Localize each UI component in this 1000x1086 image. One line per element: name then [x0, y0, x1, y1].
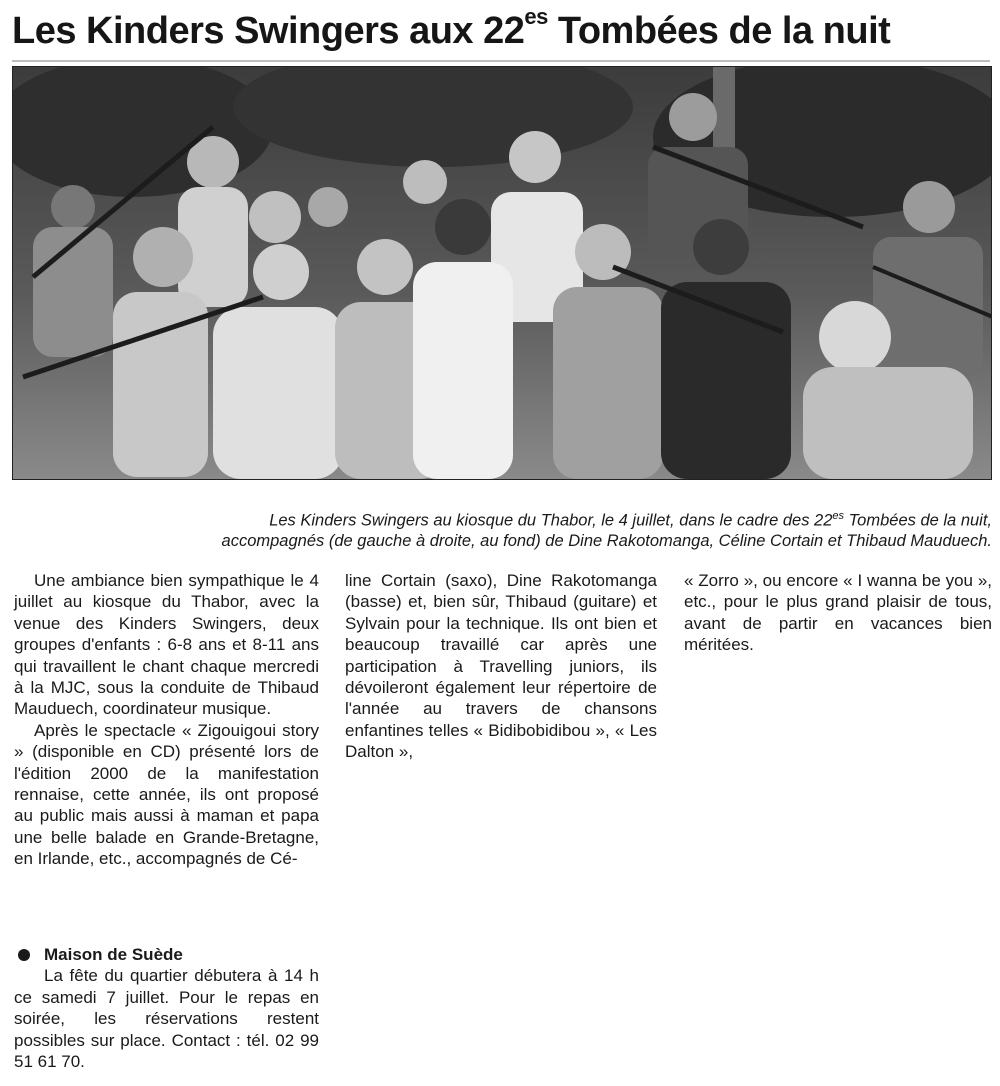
caption-line-2: accompagnés (de gauche à droite, au fond) de Dine Rakotomanga, Céline Cortain et Thibaud Mauduech.	[221, 531, 992, 550]
headline-main: Les Kinders Swingers aux 22	[12, 10, 525, 52]
section-heading	[14, 944, 319, 965]
article-column-3	[684, 570, 992, 656]
body-paragraph: Après le spectacle « Zigouigoui story » (disponible en CD) présenté lors de l'édition 2000 de la manifestation rennaise, cette année, ils ont proposé au public mais aussi à maman et papa une belle balade en Grande-Bretagne, en Irlande, etc., accompagnés de Cé-	[14, 720, 319, 869]
article-column-1	[14, 570, 319, 870]
bullet-icon	[18, 949, 30, 961]
article-headline	[12, 6, 992, 56]
caption-text-1: Les Kinders Swingers au kiosque du Thabor, le 4 juillet, dans le cadre des 22	[269, 511, 833, 530]
photo-choir-children-icon	[13, 67, 991, 479]
body-paragraph: Une ambiance bien sympathique le 4 juillet au kiosque du Thabor, avec la venue des Kinders Swingers, deux groupes d'enfants : 6-8 ans et 8-11 ans qui travaillent le chant chaque mercredi à la MJC, sous la conduite de Thibaud Mauduech, coordinateur musique.	[14, 571, 319, 719]
headline-divider	[12, 60, 990, 62]
caption-superscript: es	[832, 510, 845, 522]
section-text: La fête du quartier débutera à 14 h ce samedi 7 juillet. Pour le repas en soirée, les réservations restent possibles sur place. Contact : tél. 02 99 51 61 70.	[14, 966, 319, 1072]
body-paragraph: line Cortain (saxo), Dine Rakotomanga (basse) et, bien sûr, Thibaud (guitare) et Sylvain pour la technique. Ils ont bien et beaucoup travaillé car après une participation à Travelling juniors, ils dévoileront également leur répertoire de l'année au travers de chansons enfantines telles « Bidibobidibou », « Les Dalton »,	[345, 571, 657, 762]
caption-text-2: Tombées de la nuit,	[844, 511, 992, 530]
headline-superscript: es	[524, 4, 548, 29]
headline-rest: Tombées de la nuit	[547, 10, 891, 52]
article-photo	[12, 66, 992, 480]
article-column-2	[345, 570, 657, 763]
caption-line-1	[12, 506, 992, 531]
section-maison-de-suede	[14, 944, 319, 1072]
photo-caption	[12, 506, 992, 551]
body-paragraph: « Zorro », ou encore « I wanna be you », etc., pour le plus grand plaisir de tous, avant de partir en vacances bien méritées.	[684, 571, 992, 655]
section-title: Maison de Suède	[44, 945, 183, 964]
